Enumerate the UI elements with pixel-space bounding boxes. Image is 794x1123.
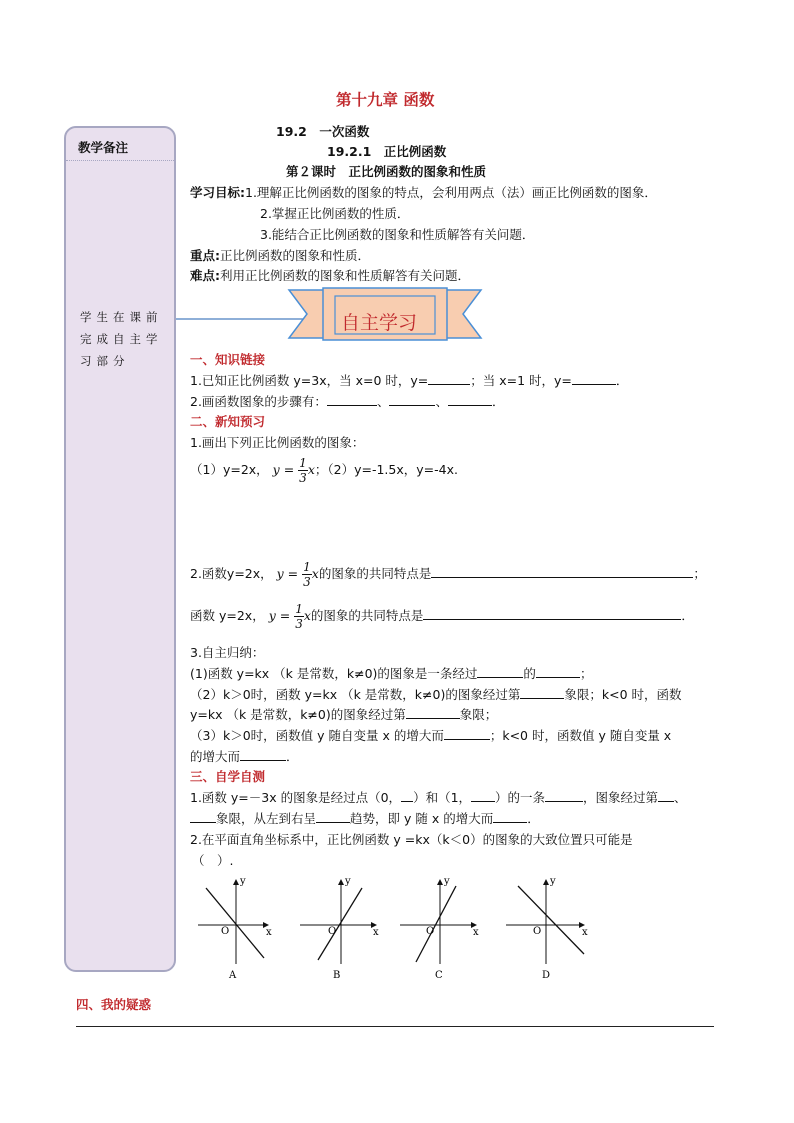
heading-my-questions: 四、我的疑惑 — [76, 997, 152, 1012]
text: 、 — [435, 394, 448, 409]
answer-blank — [428, 374, 470, 385]
key-point-line — [190, 246, 370, 264]
lesson-title: 第２课时 正比例函数的图象和性质 — [286, 164, 487, 179]
axis-x-label: x — [582, 927, 588, 938]
answer-blank — [401, 791, 413, 802]
text: ． — [681, 608, 694, 623]
text: ； — [579, 666, 593, 681]
math-x: x — [307, 462, 315, 477]
answer-blank — [471, 791, 495, 802]
key-point-label: 重点: — [190, 248, 220, 263]
sidebar-note: 学生在课前完成自主学习部分 — [80, 310, 163, 368]
part2-question-1: 1.画出下列正比例函数的图象： — [190, 435, 365, 450]
option-d-graph — [506, 876, 588, 981]
text: ；当 x=1 时，y= — [470, 373, 572, 388]
answer-blank — [545, 791, 583, 802]
teaching-notes-sidebar — [64, 126, 176, 972]
difficulty-line — [190, 266, 470, 284]
text: 1.已知正比例函数 y=3x，当 x=0 时，y= — [190, 373, 429, 388]
answer-blank — [520, 688, 564, 699]
answer-line — [76, 1026, 714, 1027]
objective-2: 2.掌握正比例函数的性质． — [260, 206, 410, 221]
origin-label: O — [533, 926, 542, 937]
objectives-label: 学习目标: — [190, 185, 245, 200]
subsection-title: 19.2.1 正比例函数 — [327, 144, 447, 159]
text: 象限，从左到右呈 — [216, 811, 317, 826]
answer-blank — [190, 812, 216, 823]
answer-blank — [240, 750, 286, 761]
text: ）和（1， — [413, 790, 472, 805]
part2-question-2b — [190, 598, 694, 634]
text: （1）y=2x， — [190, 462, 269, 477]
text: 象限；k<0 时，函数 — [564, 687, 682, 702]
denominator: 3 — [295, 617, 303, 631]
difficulty-label: 难点: — [190, 268, 220, 283]
option-a-label: A — [229, 970, 237, 981]
fraction-one-third — [302, 560, 312, 589]
fraction-one-third — [298, 456, 308, 485]
text: y=kx （k 是常数，k≠0)的图象经过第 — [190, 707, 406, 722]
summary-line-3 — [190, 705, 497, 723]
fraction-one-third — [294, 602, 304, 631]
text: 函数 y=2x， — [190, 608, 265, 623]
self-test-q1-line-1 — [190, 788, 687, 806]
answer-blank — [444, 729, 490, 740]
answer-blank — [536, 667, 580, 678]
heading-self-test: 三、自学自测 — [190, 769, 266, 784]
answer-blank — [431, 567, 693, 578]
heading-new-knowledge: 二、新知预习 — [190, 414, 266, 429]
origin-label: O — [221, 926, 230, 937]
axis-y-label: y — [550, 876, 556, 887]
origin-label: O — [426, 926, 435, 937]
sidebar-title: 教学备注 — [78, 140, 129, 155]
option-b-label: B — [333, 970, 341, 981]
text: ，图象经过第 — [583, 790, 659, 805]
section-title: 19.2 一次函数 — [276, 124, 370, 139]
text: 的 — [523, 666, 536, 681]
answer-blank — [316, 812, 350, 823]
text: 1.函数 y=－3x 的图象是经过点（0， — [190, 790, 402, 805]
summary-line-2 — [190, 685, 682, 703]
option-graphs — [190, 872, 610, 984]
option-a-graph — [198, 876, 272, 981]
text: ． — [491, 394, 505, 409]
answer-blank — [572, 374, 616, 385]
option-b-graph — [300, 876, 379, 981]
option-c-label: C — [435, 970, 443, 981]
option-c-graph — [400, 876, 479, 981]
text: 、 — [674, 790, 687, 805]
chapter-title: 第十九章 函数 — [336, 91, 435, 109]
option-d-label: D — [542, 970, 551, 981]
answer-blank — [423, 609, 681, 620]
answer-blank — [477, 667, 523, 678]
numerator: 1 — [303, 560, 311, 574]
answer-blank — [448, 395, 492, 406]
math-y: y = — [272, 462, 295, 477]
sidebar-header — [66, 128, 174, 161]
text: 2.画函数图象的步骤有： — [190, 394, 327, 409]
axis-x-label: x — [373, 927, 379, 938]
part1-question-1 — [190, 371, 628, 389]
part1-question-2 — [190, 392, 504, 410]
summary-line-1 — [190, 664, 592, 682]
text: 的图象的共同特点是 — [318, 566, 432, 581]
summary-line-5 — [190, 747, 299, 765]
answer-blank — [327, 395, 377, 406]
text: （3）k＞0时，函数值 y 随自变量 x 的增大而 — [190, 728, 444, 743]
objective-3: 3.能结合正比例函数的图象和性质解答有关问题． — [260, 227, 535, 242]
part2-question-2 — [190, 556, 706, 592]
text: ；k<0 时，函数值 y 随自变量 x — [489, 728, 672, 743]
denominator: 3 — [299, 471, 307, 485]
axis-y-label: y — [240, 876, 246, 887]
objective-text-1: 1.理解正比例函数的图象的特点，会利用两点（法）画正比例函数的图象． — [245, 185, 657, 200]
axis-y-label: y — [345, 876, 351, 887]
answer-blank — [389, 395, 435, 406]
axis-x-label: x — [266, 927, 272, 938]
objective-1 — [190, 183, 657, 201]
math-y: y = — [268, 608, 291, 623]
text: 的增大而 — [190, 749, 241, 764]
numerator: 1 — [299, 456, 307, 470]
text: 、 — [376, 394, 390, 409]
text: （2）k＞0时，函数 y=kx （k 是常数，k≠0)的图象经过第 — [190, 687, 521, 702]
text: (1)函数 y=kx （k 是常数，k≠0)的图象是一条经过 — [190, 666, 478, 681]
math-x: x — [303, 608, 311, 623]
summary-line-4 — [190, 726, 671, 744]
part2-functions-line — [190, 452, 458, 488]
numerator: 1 — [295, 602, 303, 616]
heading-knowledge-link: 一、知识链接 — [190, 352, 266, 367]
math-y: y = — [276, 566, 299, 581]
answer-blank — [658, 791, 674, 802]
banner-text: 自主学习 — [341, 312, 418, 334]
answer-blank — [406, 708, 460, 719]
text: 趋势，即 y 随 x 的增大而 — [350, 811, 494, 826]
part2-summary-title: 3.自主归纳： — [190, 645, 265, 660]
text: 的图象的共同特点是 — [310, 608, 424, 623]
text: ；（2）y=-1.5x，y=-4x. — [314, 462, 458, 477]
key-point-text: 正比例函数的图象和性质． — [220, 248, 371, 263]
text: ． — [615, 373, 629, 388]
text: ）的一条 — [495, 790, 546, 805]
self-test-q2-line-2: （ ）. — [192, 853, 234, 868]
origin-label: O — [328, 926, 337, 937]
text: ． — [286, 749, 299, 764]
answer-blank — [493, 812, 527, 823]
self-test-q2-line-1: 2.在平面直角坐标系中，正比例函数 y =kx（k＜0）的图象的大致位置只可能是 — [190, 832, 633, 847]
self-test-q1-line-2 — [190, 809, 540, 827]
text: 象限； — [459, 707, 498, 722]
axis-y-label: y — [444, 876, 450, 887]
axis-x-label: x — [473, 927, 479, 938]
text: ． — [527, 811, 540, 826]
text: 2.函数y=2x， — [190, 566, 273, 581]
denominator: 3 — [303, 575, 311, 589]
math-x: x — [311, 566, 319, 581]
difficulty-text: 利用正比例函数的图象和性质解答有关问题． — [220, 268, 471, 283]
text: ； — [693, 566, 706, 581]
